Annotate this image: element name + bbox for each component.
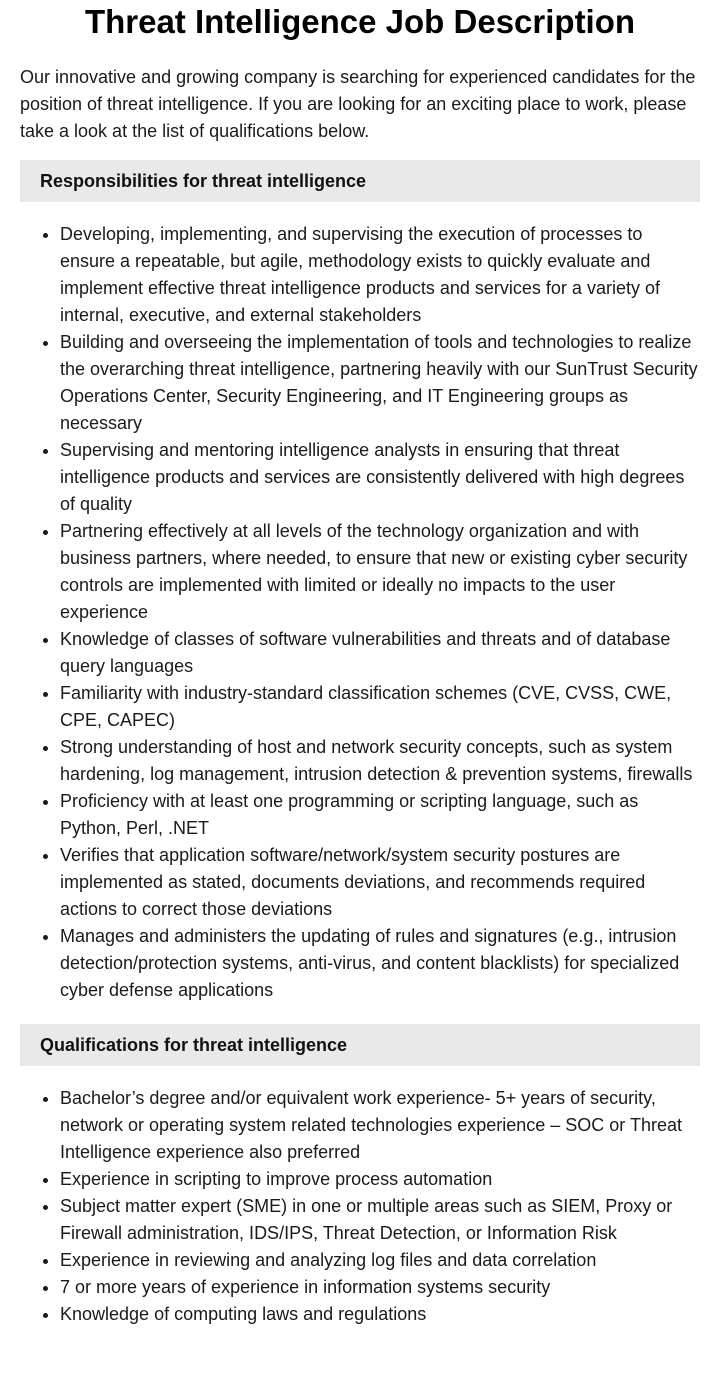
list-item: • Experience in reviewing and analyzing log files and data correlation (60, 1247, 700, 1274)
list-item: • Supervising and mentoring intelligence analysts in ensuring that threat intelligence products and services are consistently delivered with high degrees of quality (60, 437, 700, 518)
list-item: • Manages and administers the updating of rules and signatures (e.g., intrusion detection/protection systems, anti-virus, and content blacklists) for specialized cyber defense applications (60, 923, 700, 1004)
responsibilities-heading: Responsibilities for threat intelligence (20, 160, 700, 202)
list-item: • Bachelor’s degree and/or equivalent work experience- 5+ years of security, network or operating system related technologies experience – SOC or Threat Intelligence experience also preferred (60, 1085, 700, 1166)
list-item: • Partnering effectively at all levels of the technology organization and with business partners, where needed, to ensure that new or existing cyber security controls are implemented with limited or ideally no impacts to the user experience (60, 518, 700, 626)
intro-paragraph: Our innovative and growing company is searching for experienced candidates for the position of threat intelligence. If you are looking for an exciting place to work, please take a look at the list of qualifications below. (20, 67, 696, 141)
list-item: • Familiarity with industry-standard classification schemes (CVE, CVSS, CWE, CPE, CAPEC) (60, 680, 700, 734)
responsibilities-list (20, 221, 700, 1004)
list-item: • Building and overseeing the implementation of tools and technologies to realize the overarching threat intelligence, partnering heavily with our SunTrust Security Operations Center, Security Engineering, and IT Engineering groups as necessary (60, 329, 700, 437)
list-item: • Knowledge of computing laws and regulations (60, 1301, 700, 1328)
list-item: • Strong understanding of host and network security concepts, such as system hardening, log management, intrusion detection & prevention systems, firewalls (60, 734, 700, 788)
list-item: • Verifies that application software/network/system security postures are implemented as stated, documents deviations, and recommends required actions to correct those deviations (60, 842, 700, 923)
list-item: • Proficiency with at least one programming or scripting language, such as Python, Perl, .NET (60, 788, 700, 842)
list-item: • Subject matter expert (SME) in one or multiple areas such as SIEM, Proxy or Firewall administration, IDS/IPS, Threat Detection, or Information Risk (60, 1193, 700, 1247)
qualifications-heading: Qualifications for threat intelligence (20, 1024, 700, 1066)
qualifications-list (20, 1085, 700, 1328)
list-item: • Experience in scripting to improve process automation (60, 1166, 700, 1193)
list-item: • Knowledge of classes of software vulnerabilities and threats and of database query languages (60, 626, 700, 680)
page-title: Threat Intelligence Job Description (84, 3, 636, 40)
list-item: • 7 or more years of experience in information systems security (60, 1274, 700, 1301)
list-item: • Developing, implementing, and supervising the execution of processes to ensure a repeatable, but agile, methodology exists to quickly evaluate and implement effective threat intelligence products and services for a variety of internal, executive, and external stakeholders (60, 221, 700, 329)
